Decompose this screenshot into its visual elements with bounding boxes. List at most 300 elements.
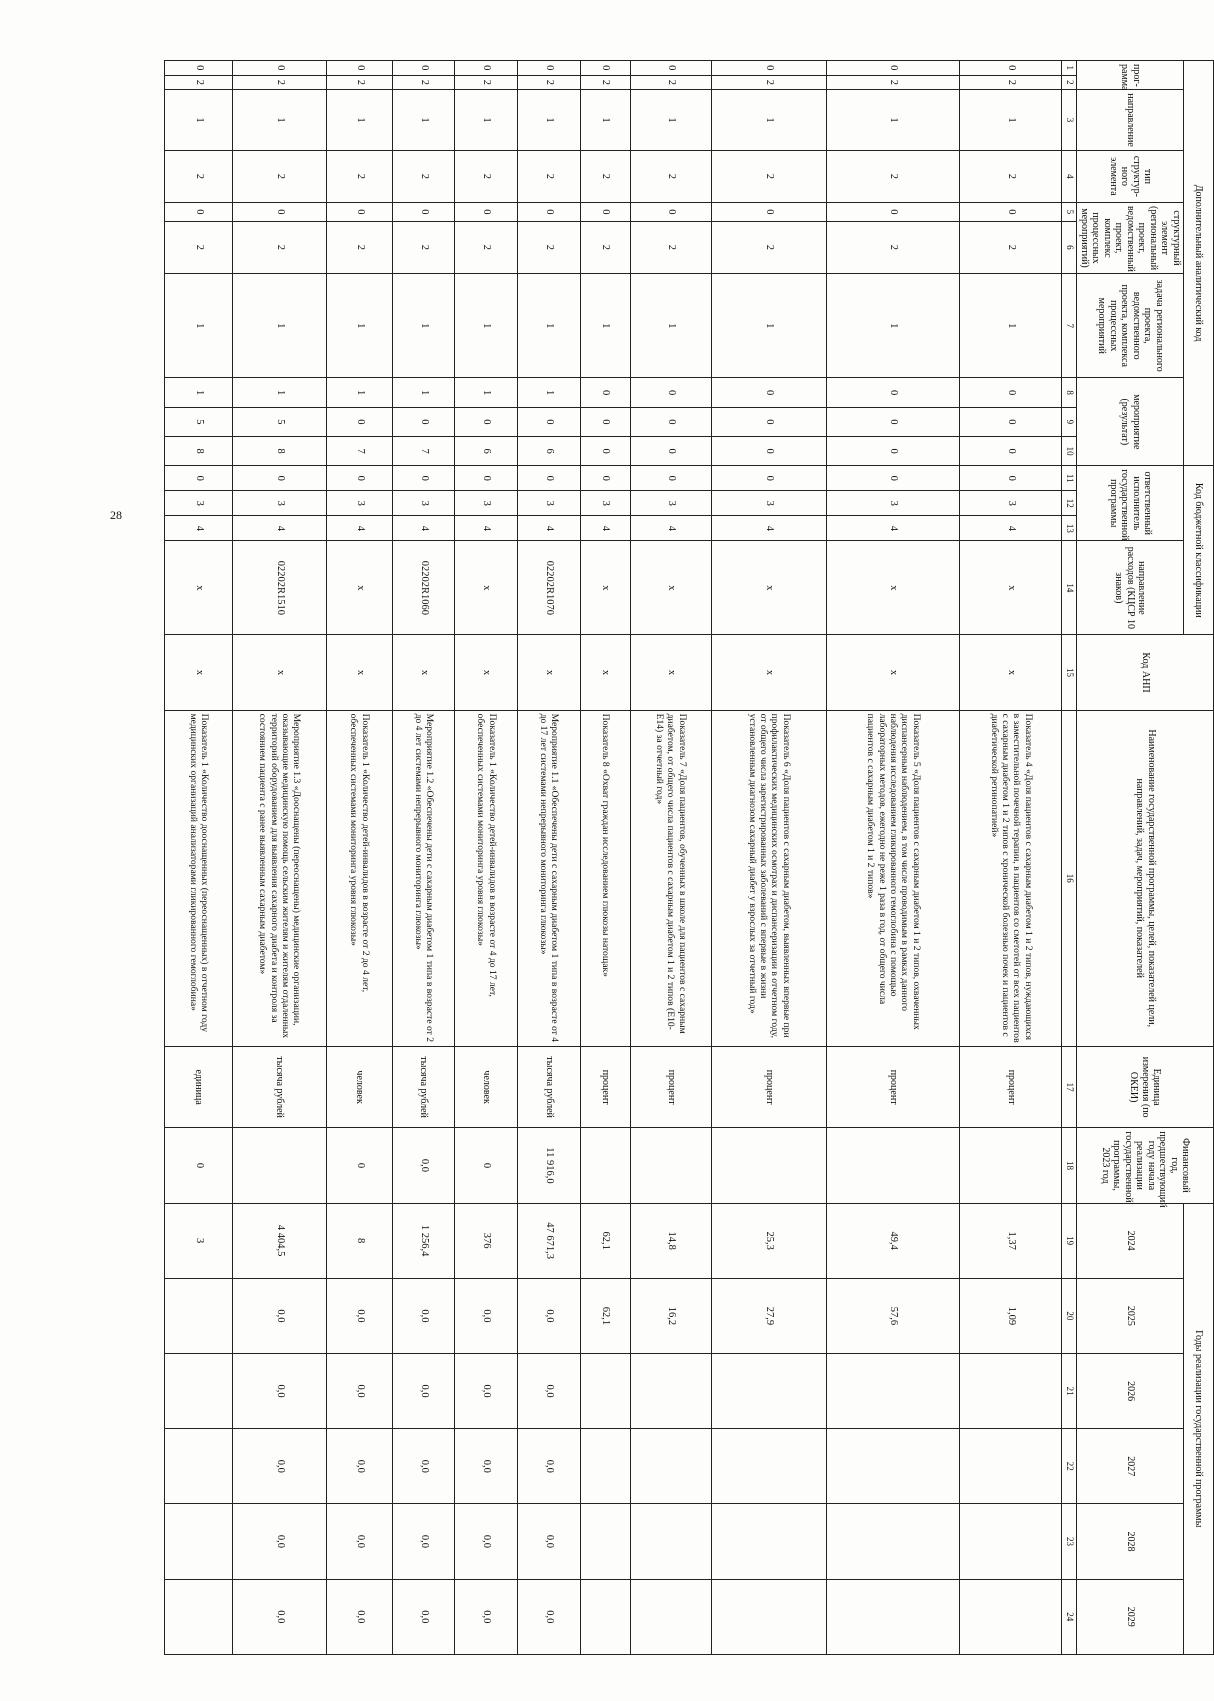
year-value-2029 [630,1579,711,1654]
year-value-2024: 4 404,5 [233,1203,327,1278]
column-number: 18 [1062,1128,1077,1203]
code-cell: 0 [827,61,960,76]
header-direction: направление [1077,90,1184,151]
column-number: 20 [1062,1278,1077,1353]
code-cell: 0 [233,61,327,76]
year-value-2024: 62,1 [581,1203,631,1278]
code-cell: 3 [233,491,327,516]
year-value-2025 [165,1278,233,1353]
code-cell: 8 [165,436,233,465]
column-number-row [1062,61,1077,1655]
code-cell: 1 [233,274,327,378]
code-cell: 2 [630,75,711,90]
year-value-2026 [630,1353,711,1428]
code-cell: 1 [518,274,581,378]
code-cell: 0 [327,466,392,491]
code-cell: 0 [711,436,826,465]
code-cell: 1 [392,378,455,407]
code-cell: 4 [960,516,1062,541]
header-responsible: ответственный исполнитель государственной программы [1077,466,1184,541]
code-cell: 2 [960,150,1062,202]
code-cell: 0 [392,407,455,436]
code-cell: 0 [392,203,455,222]
code-cell: 8 [233,436,327,465]
year-value-2028 [581,1504,631,1579]
year-value-2028: 0,0 [518,1504,581,1579]
year-value-2026 [960,1353,1062,1428]
year-value-2025: 0,0 [327,1278,392,1353]
code-cell: 4 [711,516,826,541]
code-cell: 2 [630,150,711,202]
code-cell: 1 [165,274,233,378]
code-cell: 0 [827,203,960,222]
year-value-2024: 8 [327,1203,392,1278]
code-cell: x [233,635,327,710]
year-value-2026: 0,0 [518,1353,581,1428]
code-cell: 7 [327,436,392,465]
code-cell: 0 [455,203,518,222]
code-cell: 6 [518,436,581,465]
column-number: 9 [1062,407,1077,436]
code-cell: 0 [581,407,631,436]
year-value-2027: 0,0 [233,1429,327,1504]
code-cell: 5 [233,407,327,436]
name-cell: Показатель 1 «Количество детей-инвалидов в возрасте от 2 до 4 лет, обеспеченных системами мониторинга уровня глюкозы» [327,710,392,1046]
column-number: 8 [1062,378,1077,407]
code-cell: 0 [960,203,1062,222]
year-value-2025: 0,0 [455,1278,518,1353]
column-number: 16 [1062,710,1077,1046]
program-table [164,60,1214,1655]
unit-cell: тысяча рублей [518,1046,581,1127]
column-number: 6 [1062,221,1077,273]
year-value-2026: 0,0 [233,1353,327,1428]
code-cell: 4 [518,516,581,541]
header-struct-element: структурный элемент (региональный проект, ведомственный проект, комплекс процессных мероприятий) [1077,203,1184,274]
year-value-2028: 0,0 [233,1504,327,1579]
code-cell: 2 [392,221,455,273]
code-cell: 7 [392,436,455,465]
code-cell: 1 [581,274,631,378]
name-cell: Показатель 5 «Доля пациентов с сахарным диабетом 1 и 2 типов, охваченных диспансерным наблюдением, в том числе проводимым в рамках данного наблюдения исследованием гликированного гемоглобина с помощью лабораторных методов, ежегодно не реже 1 раза в год, от общего числа пациентов с сахарным диабетом 1 и 2 типов» [827,710,960,1046]
table-row [233,61,327,1655]
header-anp: Код АНП [1077,635,1214,710]
year-value-2027: 0,0 [392,1429,455,1504]
code-cell: x [327,635,392,710]
code-cell: 1 [630,90,711,151]
unit-cell: человек [327,1046,392,1127]
year-value-2026 [827,1353,960,1428]
code-cell: 0 [327,61,392,76]
base-year-value: 0 [455,1128,518,1203]
column-number: 17 [1062,1046,1077,1127]
code-cell: 2 [827,150,960,202]
header-expense-direction: направление расходов (КЦСР 10 знаков) [1077,541,1184,635]
table-row [581,61,631,1655]
table-row [327,61,392,1655]
code-cell: 0 [581,378,631,407]
code-cell: 4 [392,516,455,541]
code-cell: 02202R1070 [518,541,581,635]
header-year-2028: 2028 [1077,1504,1184,1579]
column-number: 10 [1062,436,1077,465]
header-name: Наименование государственной программы, целей, показателей цели, направлений, задач, мероприятий, показателей [1077,710,1214,1046]
code-cell: x [581,541,631,635]
code-cell: 0 [455,466,518,491]
code-cell: 0 [711,61,826,76]
code-cell: 0 [455,407,518,436]
code-cell: 1 [392,274,455,378]
year-value-2029 [711,1579,826,1654]
code-cell: 0 [827,378,960,407]
unit-cell: процент [581,1046,631,1127]
column-number: 14 [1062,541,1077,635]
code-cell: 3 [711,491,826,516]
code-cell: 0 [630,378,711,407]
page-number: 28 [110,508,122,522]
code-cell: 0 [233,466,327,491]
code-cell: x [392,635,455,710]
year-value-2026 [581,1353,631,1428]
name-cell: Показатель 7 «Доля пациентов, обученных в школе для пациентов с сахарным диабетом, от общего числа пациентов с сахарным диабетом 1 и 2 типов (E10-E14) за отчетный год» [630,710,711,1046]
code-cell: 0 [960,436,1062,465]
year-value-2028: 0,0 [327,1504,392,1579]
base-year-value [960,1128,1062,1203]
code-cell: 2 [233,150,327,202]
code-cell: 3 [455,491,518,516]
code-cell: 0 [827,407,960,436]
name-cell: Мероприятие 1.3 «Дооснащены (переоснащены) медицинские организации, оказывающие медицинскую помощь сельским жителям и жителям отдаленных территорий оборудованием для выявления сахарного диабета и контроля за состоянием пациента с ранее выявленным сахарным диабетом» [233,710,327,1046]
code-cell: 0 [960,61,1062,76]
table-row [392,61,455,1655]
code-cell: 2 [165,150,233,202]
year-value-2025: 62,1 [581,1278,631,1353]
code-cell: 2 [711,150,826,202]
year-value-2027: 0,0 [518,1429,581,1504]
code-cell: 1 [630,274,711,378]
header-struct-type: тип структур-ного элемента [1077,150,1184,202]
code-cell: 4 [327,516,392,541]
year-value-2029: 0,0 [455,1579,518,1654]
header-year-2027: 2027 [1077,1429,1184,1504]
code-cell: 0 [392,466,455,491]
base-year-value: 0 [165,1128,233,1203]
code-cell: 2 [455,75,518,90]
code-cell: 0 [630,203,711,222]
code-cell: 1 [581,90,631,151]
code-cell: 2 [165,75,233,90]
base-year-value [630,1128,711,1203]
year-value-2028: 0,0 [392,1504,455,1579]
code-cell: 1 [711,90,826,151]
code-cell: 1 [455,90,518,151]
code-cell: 1 [165,90,233,151]
column-number: 24 [1062,1579,1077,1654]
column-number: 5 [1062,203,1077,222]
code-cell: 0 [711,378,826,407]
code-cell: 2 [711,75,826,90]
code-cell: 1 [165,378,233,407]
code-cell: x [960,635,1062,710]
unit-cell: тысяча рублей [233,1046,327,1127]
year-value-2028 [960,1504,1062,1579]
header-year-2024: 2024 [1077,1203,1184,1278]
year-value-2028 [630,1504,711,1579]
code-cell: 4 [630,516,711,541]
code-cell: x [630,635,711,710]
column-number: 2 [1062,75,1077,90]
code-cell: 02202R1060 [392,541,455,635]
name-cell: Мероприятие 1.1 «Обеспечены дети с сахарным диабетом 1 типа в возрасте от 4 до 17 лет системами непрерывного мониторинга глюкозы» [518,710,581,1046]
name-cell: Показатель 4 «Доля пациентов с сахарным диабетом 1 и 2 типов, нуждающихся в заместительной почечной терапии, в пациентов со сметотей от всех пациентов с сахарным диабетом 1 и 2 типов с хронической болезнью почек и пациентов с диабетической ретинопатией» [960,710,1062,1046]
column-number: 13 [1062,516,1077,541]
code-cell: 0 [581,466,631,491]
code-cell: 0 [630,436,711,465]
code-cell: 2 [455,221,518,273]
code-cell: 3 [165,491,233,516]
base-year-value: 11 916,0 [518,1128,581,1203]
code-cell: 2 [581,150,631,202]
code-cell: x [827,635,960,710]
year-value-2027 [711,1429,826,1504]
code-cell: 1 [960,274,1062,378]
code-cell: 2 [711,221,826,273]
code-cell: x [165,635,233,710]
code-cell: x [711,541,826,635]
code-cell: 0 [711,203,826,222]
code-cell: 0 [960,466,1062,491]
code-cell: 1 [327,274,392,378]
code-cell: 0 [455,61,518,76]
code-cell: 6 [455,436,518,465]
year-value-2027: 0,0 [455,1429,518,1504]
code-cell: 0 [960,378,1062,407]
column-number: 1 [1062,61,1077,76]
code-cell: x [711,635,826,710]
code-cell: x [455,541,518,635]
table-row [455,61,518,1655]
table-row [518,61,581,1655]
unit-cell: единица [165,1046,233,1127]
base-year-value: 0,0 [392,1128,455,1203]
code-cell: 1 [455,274,518,378]
header-year-2029: 2029 [1077,1579,1184,1654]
code-cell: 0 [827,436,960,465]
header-budget-code: Код бюджетной классификации [1184,466,1214,635]
code-cell: 0 [327,407,392,436]
year-value-2027 [581,1429,631,1504]
code-cell: 0 [711,407,826,436]
year-value-2025: 57,6 [827,1278,960,1353]
unit-cell: процент [711,1046,826,1127]
code-cell: 3 [630,491,711,516]
unit-cell: тысяча рублей [392,1046,455,1127]
rotated-table-container [164,60,1214,1655]
year-value-2025: 0,0 [518,1278,581,1353]
year-value-2024: 1 256,4 [392,1203,455,1278]
code-cell: 3 [960,491,1062,516]
name-cell: Показатель 1 «Количество детей-инвалидов в возрасте от 4 до 17 лет, обеспеченных системами мониторинга уровня глюкозы» [455,710,518,1046]
name-cell: Показатель 8 «Охват граждан исследованием глюкозы натощак» [581,710,631,1046]
year-value-2027 [827,1429,960,1504]
header-year-2026: 2026 [1077,1353,1184,1428]
column-number: 4 [1062,150,1077,202]
code-cell: 0 [165,466,233,491]
year-value-2029: 0,0 [233,1579,327,1654]
unit-cell: человек [455,1046,518,1127]
year-value-2026 [711,1353,826,1428]
code-cell: 0 [630,61,711,76]
year-value-2024: 3 [165,1203,233,1278]
code-cell: 1 [960,90,1062,151]
code-cell: 2 [518,221,581,273]
header-program: прог-рамма [1077,61,1184,90]
code-cell: 2 [233,75,327,90]
year-value-2026: 0,0 [392,1353,455,1428]
header-base-year: Финансовый год, предшествующий году начала реализации государственной программы, 2023 год [1077,1128,1214,1203]
year-value-2028 [827,1504,960,1579]
table-row [960,61,1062,1655]
code-cell: 0 [581,61,631,76]
year-value-2029 [581,1579,631,1654]
code-cell: 1 [711,274,826,378]
header-event: мероприятие (результат) [1077,378,1184,466]
column-number: 22 [1062,1429,1077,1504]
code-cell: 0 [581,203,631,222]
code-cell: 3 [518,491,581,516]
unit-cell: процент [827,1046,960,1127]
year-value-2028 [711,1504,826,1579]
header-unit: Единица измерения (по ОКЕИ) [1077,1046,1214,1127]
code-cell: 2 [960,221,1062,273]
code-cell: 0 [581,436,631,465]
code-cell: x [630,541,711,635]
base-year-value [827,1128,960,1203]
name-cell: Показатель 6 «Доля пациентов с сахарным диабетом, выявленных впервые при профилактических медицинских осмотрах и диспансеризации в отчетном году, от общего числа зарегистрированных заболеваний с впервые в жизни установленным диагнозом сахарный диабет у взрослых за отчетный год» [711,710,826,1046]
column-number: 19 [1062,1203,1077,1278]
code-cell: 0 [518,61,581,76]
column-number: 11 [1062,466,1077,491]
code-cell: 1 [327,90,392,151]
code-cell: 0 [392,61,455,76]
code-cell: 4 [581,516,631,541]
code-cell: 2 [392,75,455,90]
code-cell: 0 [233,203,327,222]
code-cell: 2 [455,150,518,202]
code-cell: 2 [630,221,711,273]
code-cell: 1 [827,274,960,378]
code-cell: 0 [165,61,233,76]
code-cell: 2 [581,75,631,90]
base-year-value: 0 [327,1128,392,1203]
code-cell: 4 [827,516,960,541]
code-cell: 0 [518,407,581,436]
year-value-2027 [960,1429,1062,1504]
code-cell: 2 [233,221,327,273]
column-number: 7 [1062,274,1077,378]
table-row [711,61,826,1655]
column-number: 3 [1062,90,1077,151]
header-years-group: Годы реализации государственной программы [1184,1203,1214,1654]
code-cell: 0 [711,466,826,491]
code-cell: 1 [233,90,327,151]
code-cell: 1 [455,378,518,407]
code-cell: 4 [165,516,233,541]
year-value-2029: 0,0 [327,1579,392,1654]
year-value-2025: 16,2 [630,1278,711,1353]
year-value-2025: 0,0 [233,1278,327,1353]
code-cell: 0 [165,203,233,222]
code-cell: 1 [518,378,581,407]
year-value-2027 [630,1429,711,1504]
year-value-2029: 0,0 [518,1579,581,1654]
year-value-2029: 0,0 [392,1579,455,1654]
year-value-2027 [165,1429,233,1504]
year-value-2024: 47 671,3 [518,1203,581,1278]
year-value-2024: 25,3 [711,1203,826,1278]
year-value-2025: 27,9 [711,1278,826,1353]
year-value-2024: 14,8 [630,1203,711,1278]
header-year-2025: 2025 [1077,1278,1184,1353]
base-year-value [581,1128,631,1203]
code-cell: 1 [327,378,392,407]
year-value-2029 [827,1579,960,1654]
code-cell: 0 [960,407,1062,436]
code-cell: 0 [630,466,711,491]
code-cell: 2 [392,150,455,202]
code-cell: 0 [630,407,711,436]
code-cell: 2 [327,150,392,202]
code-cell: 0 [327,203,392,222]
code-cell: x [827,541,960,635]
code-cell: 2 [581,221,631,273]
code-cell: 02202R1510 [233,541,327,635]
table-row [630,61,711,1655]
year-value-2025: 1,09 [960,1278,1062,1353]
column-number: 21 [1062,1353,1077,1428]
year-value-2028 [165,1504,233,1579]
year-value-2024: 1,37 [960,1203,1062,1278]
code-cell: 0 [518,466,581,491]
code-cell: 3 [392,491,455,516]
code-cell: 1 [518,90,581,151]
code-cell: 3 [581,491,631,516]
header-analytic-code: Дополнительный аналитический код [1184,61,1214,466]
unit-cell: процент [630,1046,711,1127]
year-value-2026: 0,0 [327,1353,392,1428]
table-row [165,61,233,1655]
column-number: 23 [1062,1504,1077,1579]
year-value-2026 [165,1353,233,1428]
code-cell: 2 [518,75,581,90]
code-cell: 2 [518,150,581,202]
year-value-2026: 0,0 [455,1353,518,1428]
year-value-2024: 49,4 [827,1203,960,1278]
year-value-2024: 376 [455,1203,518,1278]
name-cell: Мероприятие 1.2 «Обеспечены дети с сахарным диабетом 1 типа в возрасте от 2 до 4 лет системами непрерывного мониторинга глюкозы» [392,710,455,1046]
code-cell: 1 [827,90,960,151]
code-cell: x [960,541,1062,635]
code-cell: 0 [518,203,581,222]
code-cell: 2 [827,75,960,90]
code-cell: 1 [233,378,327,407]
code-cell: 1 [392,90,455,151]
code-cell: x [455,635,518,710]
base-year-value [711,1128,826,1203]
year-value-2027: 0,0 [327,1429,392,1504]
code-cell: x [581,635,631,710]
code-cell: 0 [827,466,960,491]
